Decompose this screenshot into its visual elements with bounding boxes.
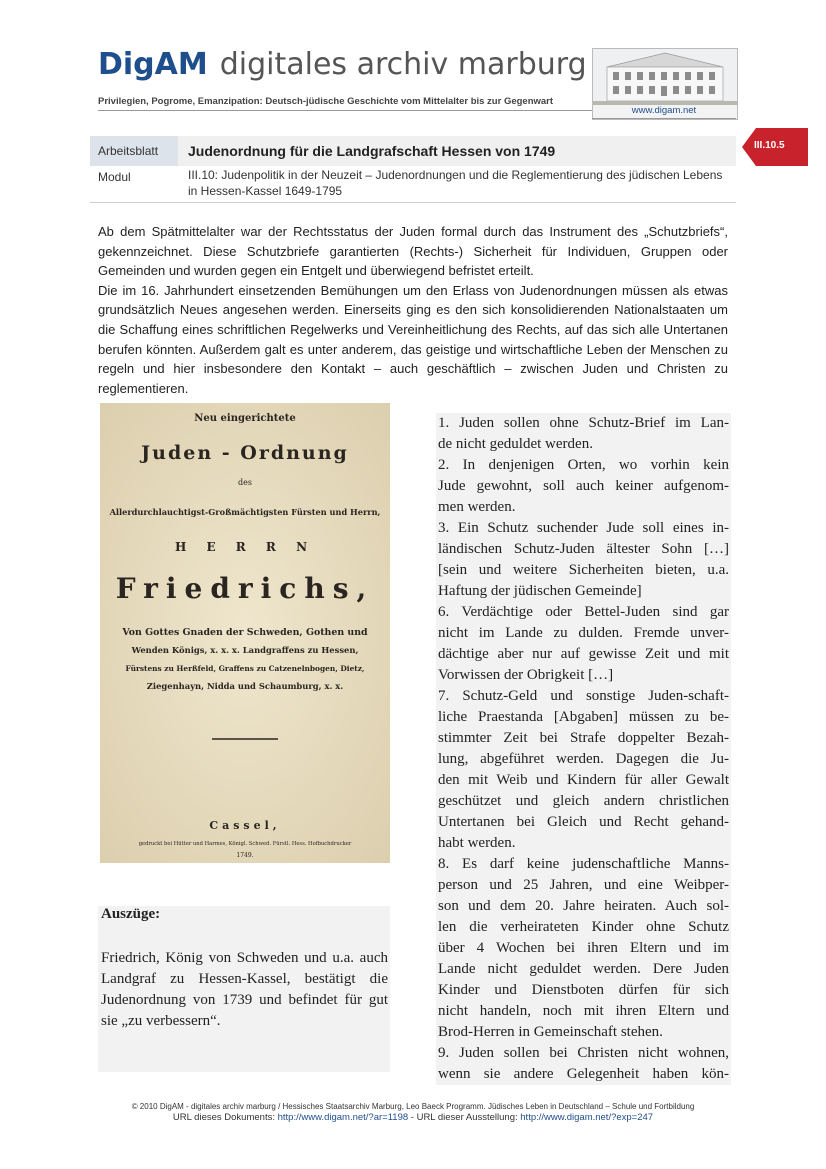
book-line-6: Friedrichs, bbox=[115, 572, 375, 605]
book-line-5: H E R R N bbox=[174, 540, 316, 554]
book-line-8: Wenden Königs, x. x. x. Landgraffens zu Hessen, bbox=[131, 645, 359, 655]
site-url-divider bbox=[592, 118, 736, 119]
rule-line: len die verheirateten Kinder ohne Schutz bbox=[438, 919, 729, 935]
book-line-4: Allerdurchlauchtigst-Großmächtigsten Fürsten und Herrn, bbox=[109, 507, 381, 517]
title-page-image bbox=[100, 403, 390, 863]
book-line-3: des bbox=[238, 478, 252, 487]
book-line-10: Ziegenhayn, Nidda und Schaumburg, x. x. bbox=[146, 681, 344, 691]
book-line-9: Fürstens zu Herßfeld, Graffens zu Catzenelnbogen, Dietz, bbox=[125, 664, 365, 673]
building-icon bbox=[593, 49, 737, 105]
rule-line: de nicht geduldet werden. bbox=[438, 436, 593, 452]
footer-separator: - URL dieser Ausstellung: bbox=[408, 1112, 521, 1123]
rule-line: geschützet und gleich andern christlichen bbox=[438, 793, 729, 809]
intro-paragraph-2: Die im 16. Jahrhundert einsetzenden Bemühungen um den Erlass von Judenordnungen müssen als etwas grundsätzlich Neues angesehen werden. Einerseits ging es den sich konsolidierenden Nationalstaaten um die Schaffung eines schriftlichen Regelwerks und Vereinheitlichung des Rechts, auf das sich alle Untertanen berufen könnten. Außerdem galt es unter anderem, das geistige und wirtschaftliche Leben der Menschen zu regeln und hier insbesondere den Kontakt – auch geschäftlich – zwischen Juden und Christen zu reglementieren. bbox=[98, 282, 728, 396]
rule-line: nicht im Lande zu dulden. Fremde unver- bbox=[438, 625, 729, 641]
rule-line: liche Praestanda [Abgaben] müssen zu be- bbox=[438, 709, 729, 725]
excerpts-heading: Auszüge: bbox=[101, 906, 161, 922]
modul-divider bbox=[90, 202, 736, 203]
rule-line: nicht handeln, noch mit ihren Eltern und bbox=[438, 1003, 729, 1019]
logo-text: digitales archiv marburg bbox=[219, 47, 587, 82]
rule-line: Vorwissen der Obrigkeit […] bbox=[438, 667, 614, 683]
section-badge: III.10.5 bbox=[754, 140, 785, 151]
rule-line: den mit Weib und Kindern für aller Gewalt bbox=[438, 772, 729, 788]
rule-line: Jude gewohnt, soll auch keiner aufgenom- bbox=[438, 478, 729, 494]
rule-line: habt werden. bbox=[438, 835, 516, 851]
modul-label: Modul bbox=[98, 170, 131, 184]
rule-line: person und 25 Jahren, und eine Weibper- bbox=[438, 877, 729, 893]
logo-brand: DigAM bbox=[98, 47, 208, 82]
modul-text: III.10: Judenpolitik in der Neuzeit – Judenordnungen und die Reglementierung des jüdischen Lebens in Hessen-Kassel 1649-1795 bbox=[188, 168, 723, 198]
rule-line: [sein und weitere Sicherheiten bieten, u.a. bbox=[438, 562, 729, 578]
rule-line: 8. Es darf keine judenschaftliche Manns- bbox=[438, 856, 729, 872]
book-line-7: Von Gottes Gnaden der Schweden, Gothen und bbox=[122, 627, 368, 638]
rule-line: wenn sie andere Gelegenheit haben kön- bbox=[438, 1066, 729, 1082]
rule-line: stimmter Zeit bei Strafe doppelter Bezah- bbox=[438, 730, 729, 746]
book-line-11: Cassel, bbox=[209, 819, 281, 832]
rule-line: 3. Ein Schutz suchender Jude soll eines in- bbox=[438, 520, 729, 536]
book-line-13: 1749. bbox=[236, 852, 254, 859]
rule-line: Lande nicht geduldet werden. Dere Juden bbox=[438, 961, 729, 977]
rule-line: 9. Juden sollen bei Christen nicht wohnen, bbox=[438, 1045, 729, 1061]
intro-text bbox=[98, 222, 728, 398]
header-divider bbox=[98, 110, 592, 111]
excerpts-text: Friedrich, König von Schweden und u.a. auch Landgraf zu Hessen-Kassel, bestätigt die Judenordnung von 1739 und befindet für gut sie „zu verbessern“. bbox=[101, 950, 388, 1029]
footer-doc-link[interactable]: http://www.digam.net/?ar=1198 bbox=[277, 1112, 409, 1123]
rules-column bbox=[438, 413, 729, 1085]
rule-line: 1. Juden sollen ohne Schutz-Brief im Lan- bbox=[438, 415, 729, 431]
book-line-2: Juden - Ordnung bbox=[141, 442, 349, 464]
rule-line: Brod-Herren in Gemeinschaft stehen. bbox=[438, 1024, 663, 1040]
rule-line: ländischen Schutz-Juden ältester Sohn […] bbox=[438, 541, 729, 557]
rule-line: 7. Schutz-Geld und sonstige Juden-schaft- bbox=[438, 688, 729, 704]
rule-line: Kinder und Dienstboten dürfen für sich bbox=[438, 982, 729, 998]
book-line-1: Neu eingerichtete bbox=[194, 413, 296, 424]
rule-line: Untertanen bei Gleich und Recht gehand- bbox=[438, 814, 729, 830]
rule-line: 2. In denjenigen Orten, wo vorhin kein bbox=[438, 457, 729, 473]
worksheet-label: Arbeitsblatt bbox=[90, 136, 178, 166]
footer-doc-label: URL dieses Dokuments: bbox=[172, 1112, 278, 1123]
rule-line: men werden. bbox=[438, 499, 516, 515]
site-url[interactable]: www.digam.net bbox=[631, 105, 697, 116]
rule-line: dächtige aber nur auf gewisse Zeit und mit bbox=[438, 646, 729, 662]
rule-line: lung, abgeführet werden. Dagegen die Ju- bbox=[438, 751, 729, 767]
footer-urls bbox=[0, 1112, 826, 1123]
intro-paragraph-1: Ab dem Spätmittelalter war der Rechtsstatus der Juden formal durch das Instrument des „Schutzbriefs“, gekennzeichnet. Diese Schutzbriefe garantierten (Rechts-) Sicherheit für Individuen, Gruppen oder Gemeinden und wurden gegen ein Entgelt und überwiegend befristet erteilt. bbox=[98, 224, 728, 279]
rule-line: son und dem 20. Jahre heiraten. Auch sol- bbox=[438, 898, 729, 914]
site-logo-title[interactable] bbox=[98, 47, 587, 82]
rule-line: Haftung der jüdischen Gemeinde] bbox=[438, 583, 642, 599]
worksheet-title: Judenordnung für die Landgrafschaft Hessen von 1749 bbox=[188, 143, 556, 159]
rule-line: 6. Verdächtige oder Bettel-Juden sind gar bbox=[438, 604, 729, 620]
footer-exhibition-link[interactable]: http://www.digam.net/?exp=247 bbox=[520, 1112, 654, 1123]
site-subtitle: Privilegien, Pogrome, Emanzipation: Deutsch-jüdische Geschichte vom Mittelalter bis zur Gegenwart bbox=[98, 96, 554, 107]
footer-copyright: © 2010 DigAM - digitales archiv marburg / Hessisches Staatsarchiv Marburg, Leo Baeck Programm. Jüdisches Leben in Deutschland – Schule und Fortbildung bbox=[131, 1102, 695, 1111]
book-line-12: gedruckt bei Hütter und Harmes, Königl. Schwed. Fürstl. Hess. Hofbuchdrucker bbox=[138, 841, 352, 847]
rule-line: über 4 Wochen bei ihren Eltern und im bbox=[438, 940, 729, 956]
